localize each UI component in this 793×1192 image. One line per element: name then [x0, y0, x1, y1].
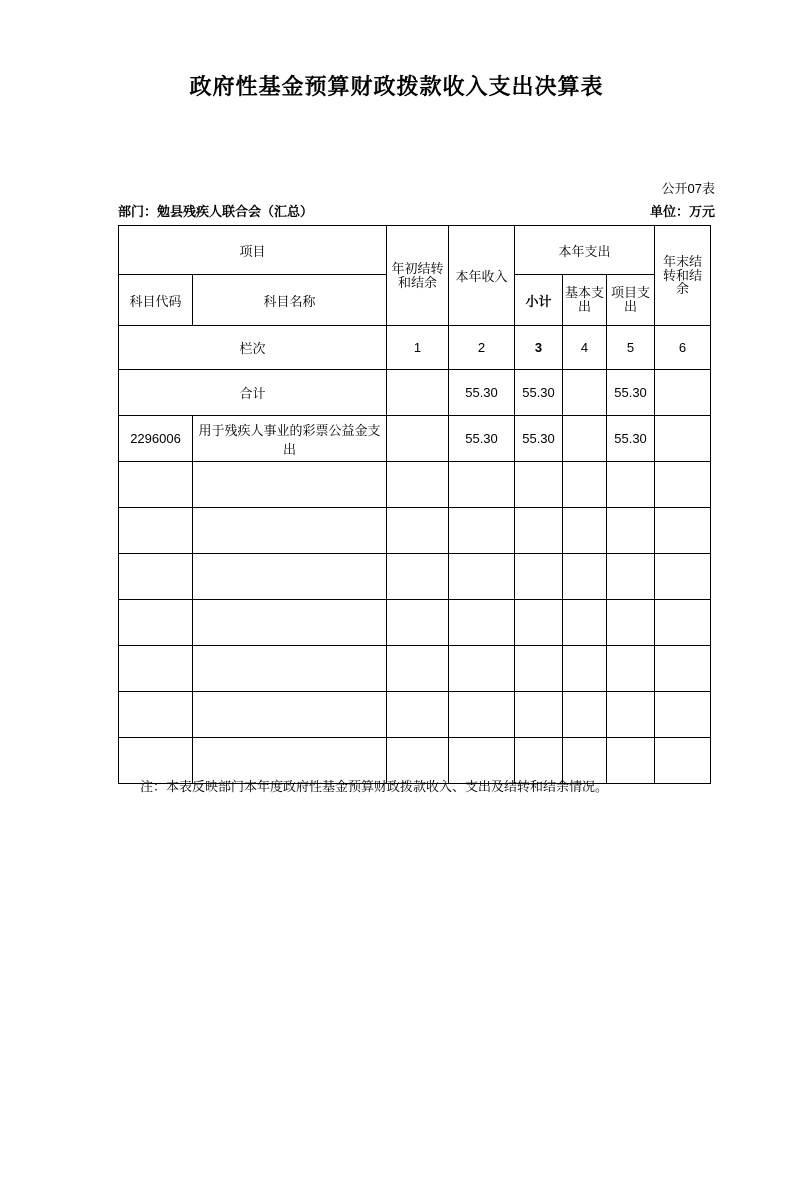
header-end-balance — [655, 226, 711, 326]
empty-cell — [655, 692, 711, 738]
empty-cell — [119, 554, 193, 600]
header-year-income-text: 本年收入 — [455, 269, 508, 284]
table-row-column-index — [119, 326, 711, 370]
unit-label: 单位：万元 — [649, 204, 715, 219]
empty-cell — [387, 462, 449, 508]
empty-cell — [655, 554, 711, 600]
row-1-year-income: 55.30 — [449, 416, 515, 462]
empty-cell — [119, 646, 193, 692]
empty-cell — [655, 462, 711, 508]
empty-cell — [193, 646, 387, 692]
header-year-income — [449, 226, 515, 326]
row-total-expense-project: 55.30 — [607, 370, 655, 416]
header-end-balance-text: 年末结转和结余 — [663, 254, 703, 297]
empty-cell — [607, 554, 655, 600]
table-row — [119, 370, 711, 416]
empty-cell — [607, 508, 655, 554]
header-subject-code: 科目代码 — [119, 275, 193, 326]
meta-row — [118, 201, 715, 220]
empty-cell — [515, 600, 563, 646]
empty-cell — [387, 554, 449, 600]
empty-cell — [119, 462, 193, 508]
header-begin-balance-text: 年初结转和结余 — [391, 260, 444, 290]
empty-cell — [655, 646, 711, 692]
row-1-begin-balance — [387, 416, 449, 462]
empty-cell — [515, 508, 563, 554]
empty-cell — [449, 646, 515, 692]
header-expense-basic-text: 基本支出 — [565, 285, 605, 314]
empty-cell — [607, 738, 655, 784]
row-total-expense-basic — [563, 370, 607, 416]
row-total-year-income: 55.30 — [449, 370, 515, 416]
table-row-empty — [119, 508, 711, 554]
row-1-expense-total: 55.30 — [515, 416, 563, 462]
empty-cell — [607, 646, 655, 692]
empty-cell — [515, 554, 563, 600]
empty-cell — [193, 554, 387, 600]
empty-cell — [449, 692, 515, 738]
column-index-1: 1 — [387, 326, 449, 370]
column-index-3: 3 — [515, 326, 563, 370]
page-title: 政府性基金预算财政拨款收入支出决算表 — [189, 74, 604, 99]
empty-cell — [449, 554, 515, 600]
empty-cell — [563, 600, 607, 646]
empty-cell — [563, 646, 607, 692]
empty-cell — [607, 462, 655, 508]
empty-cell — [193, 462, 387, 508]
empty-cell — [449, 600, 515, 646]
row-1-expense-project: 55.30 — [607, 416, 655, 462]
row-1-name: 用于残疾人事业的彩票公益金支出 — [193, 416, 387, 462]
empty-cell — [119, 692, 193, 738]
header-expense-basic — [563, 275, 607, 326]
row-total-expense-total: 55.30 — [515, 370, 563, 416]
header-subject-name: 科目名称 — [193, 275, 387, 326]
empty-cell — [193, 600, 387, 646]
empty-cell — [193, 692, 387, 738]
empty-cell — [449, 508, 515, 554]
table-row — [119, 416, 711, 462]
empty-cell — [563, 508, 607, 554]
table-row-empty — [119, 692, 711, 738]
header-begin-balance — [387, 226, 449, 326]
empty-cell — [119, 600, 193, 646]
table-row-empty — [119, 462, 711, 508]
empty-cell — [515, 692, 563, 738]
row-total-label: 合计 — [119, 370, 387, 416]
empty-cell — [449, 462, 515, 508]
decision-table — [118, 225, 711, 784]
empty-cell — [119, 508, 193, 554]
column-index-6: 6 — [655, 326, 711, 370]
empty-cell — [515, 646, 563, 692]
row-1-code: 2296006 — [119, 416, 193, 462]
empty-cell — [387, 508, 449, 554]
table-row-empty — [119, 600, 711, 646]
empty-cell — [515, 462, 563, 508]
column-index-2: 2 — [449, 326, 515, 370]
empty-cell — [563, 692, 607, 738]
empty-cell — [387, 646, 449, 692]
empty-cell — [193, 508, 387, 554]
column-index-label: 栏次 — [119, 326, 387, 370]
header-expense-total: 小计 — [515, 275, 563, 326]
row-total-begin-balance — [387, 370, 449, 416]
form-code: 公开07表 — [661, 181, 715, 196]
page — [0, 70, 793, 1192]
decision-table-wrapper — [118, 225, 710, 784]
table-note: 注：本表反映部门本年度政府性基金预算财政拨款收入、支出及结转和结余情况。 — [140, 779, 609, 794]
table-header-row-1 — [119, 226, 711, 275]
empty-cell — [655, 600, 711, 646]
empty-cell — [387, 692, 449, 738]
empty-cell — [387, 600, 449, 646]
empty-cell — [563, 462, 607, 508]
empty-cell — [655, 738, 711, 784]
header-expense-project-text: 项目支出 — [611, 285, 651, 314]
column-index-5: 5 — [607, 326, 655, 370]
header-expense-project — [607, 275, 655, 326]
department-label: 部门：勉县残疾人联合会（汇总） — [118, 204, 314, 219]
table-row-empty — [119, 646, 711, 692]
header-year-expense-group: 本年支出 — [515, 226, 655, 275]
empty-cell — [607, 692, 655, 738]
empty-cell — [655, 508, 711, 554]
empty-cell — [607, 600, 655, 646]
column-index-4: 4 — [563, 326, 607, 370]
row-1-end-balance — [655, 416, 711, 462]
empty-cell — [563, 554, 607, 600]
row-1-expense-basic — [563, 416, 607, 462]
row-total-end-balance — [655, 370, 711, 416]
table-row-empty — [119, 554, 711, 600]
header-item-group: 项目 — [119, 226, 387, 275]
